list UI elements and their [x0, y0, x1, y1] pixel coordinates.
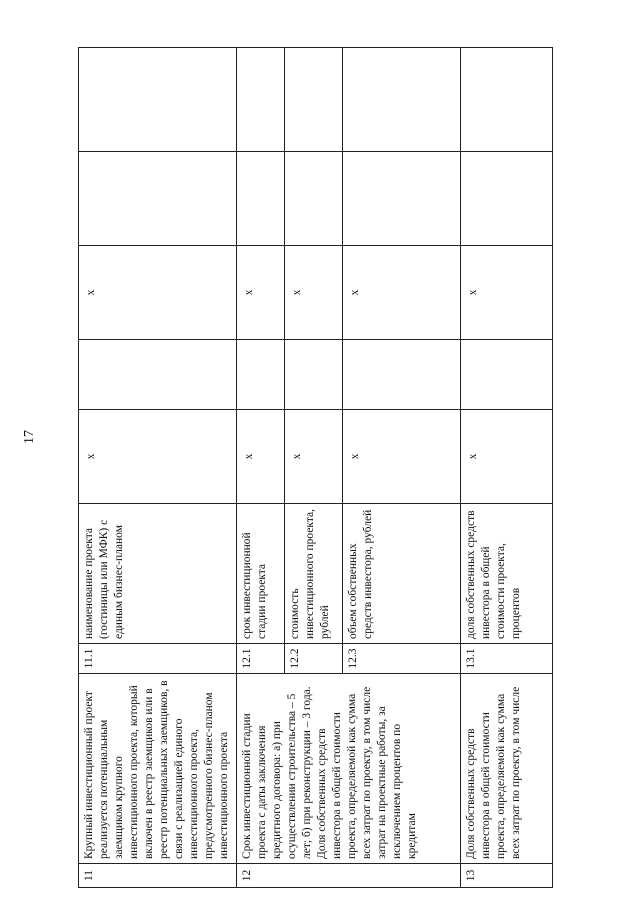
empty-cell [79, 152, 237, 246]
x-mark: x [291, 453, 303, 460]
empty-cell [285, 48, 343, 152]
x-mark: x [243, 453, 255, 460]
x-mark: x [243, 289, 255, 296]
x-mark-cell [285, 410, 343, 504]
x-mark-cell [237, 410, 285, 504]
empty-cell [237, 340, 285, 410]
empty-cell [461, 48, 553, 152]
empty-cell [343, 48, 461, 152]
indicator-name: доля собственных средств инвестора в общей стоимости проекта, процентов [461, 504, 553, 644]
sub-code: 12.2 [285, 644, 343, 674]
empty-cell [343, 340, 461, 410]
empty-cell [237, 152, 285, 246]
criterion-name: Срок инвестиционной стадии проекта с даты заключения кредитного договора: а) при осуществлении строительства – 5 лет; б) при реконструкции – 3 года. Доля собственных средств инвестора в общей стоимости проекта, определяемой как сумма всех затрат по проекту, в том числе затрат на проектные работы, за исключением процентов по кредитам [237, 674, 461, 864]
indicator-name: срок инвестиционной стадии проекта [237, 504, 285, 644]
indicator-name: стоимость инвестиционного проекта, рублей [285, 504, 343, 644]
empty-cell [285, 152, 343, 246]
x-mark-cell [237, 246, 285, 340]
x-mark: x [349, 289, 361, 296]
rotated-table-container [78, 108, 588, 888]
x-mark-cell [343, 410, 461, 504]
document-sheet [78, 108, 588, 888]
criterion-name: Крупный инвестиционный проект реализуется потенциальным заемщиком крупного инвестиционного проекта, который включен в реестр заемщиков или в реестр потенциальных заемщиков, в связи с реализацией единого инвестиционного проекта, предусмотренного бизнес-планом инвестиционного проекта [79, 674, 237, 864]
x-mark: x [467, 289, 479, 296]
indicator-name: объем собственных средств инвестора, рублей [343, 504, 461, 644]
criteria-table [78, 47, 553, 888]
x-mark: x [85, 453, 97, 460]
page-number: 17 [22, 430, 37, 444]
sub-code: 12.3 [343, 644, 461, 674]
sub-code: 11.1 [79, 644, 237, 674]
x-mark-cell [343, 246, 461, 340]
x-mark: x [85, 289, 97, 296]
x-mark-cell [285, 246, 343, 340]
x-mark-cell [461, 246, 553, 340]
x-mark-cell [461, 410, 553, 504]
x-mark-cell [79, 410, 237, 504]
empty-cell [237, 48, 285, 152]
table-row [79, 48, 237, 888]
empty-cell [79, 340, 237, 410]
row-number: 11 [79, 864, 237, 888]
x-mark: x [467, 453, 479, 460]
table-row [461, 48, 553, 888]
empty-cell [461, 152, 553, 246]
empty-cell [461, 340, 553, 410]
indicator-name: наименование проекта (гостиницы или МФК) с единым бизнес-планом [79, 504, 237, 644]
row-number: 12 [237, 864, 461, 888]
x-mark: x [349, 453, 361, 460]
row-number: 13 [461, 864, 553, 888]
x-mark-cell [79, 246, 237, 340]
sub-code: 12.1 [237, 644, 285, 674]
sub-code: 13.1 [461, 644, 553, 674]
empty-cell [79, 48, 237, 152]
table-row [237, 48, 285, 888]
empty-cell [343, 152, 461, 246]
x-mark: x [291, 289, 303, 296]
criterion-name: Доля собственных средств инвестора в общей стоимости проекта, определяемой как сумма всех затрат по проекту, в том числе [461, 674, 553, 864]
empty-cell [285, 340, 343, 410]
